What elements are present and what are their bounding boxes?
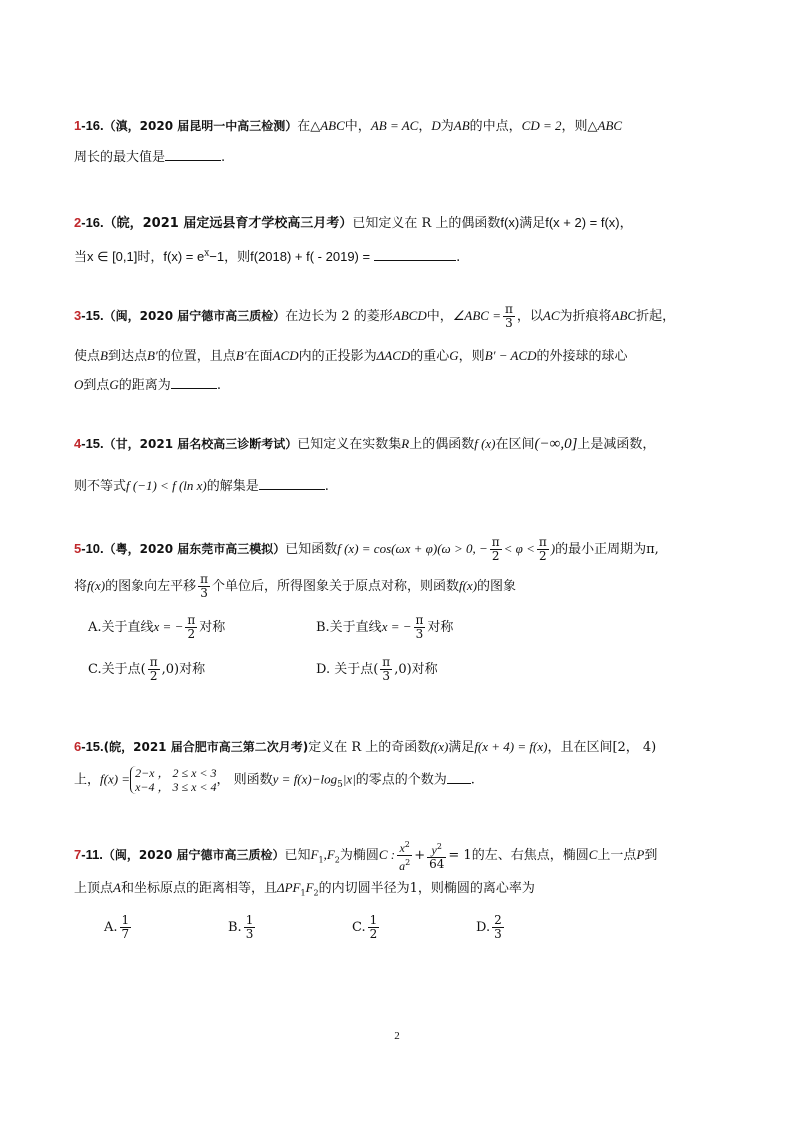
question-index: -15. (81, 739, 104, 754)
text: ， 则函数 (216, 772, 273, 788)
text: 满足 (448, 740, 475, 755)
question-source: （皖，2021 届定远县育才学校高三月考） (103, 216, 353, 231)
question-index: -15. (81, 436, 104, 451)
text: . (221, 150, 226, 165)
option-label: A. (104, 920, 118, 935)
answer-blank[interactable] (259, 488, 325, 490)
option-a[interactable] (104, 914, 133, 941)
text: 在区间 (495, 437, 535, 452)
text: 当 (74, 250, 88, 265)
math: 1 (300, 888, 306, 898)
math: , (323, 847, 327, 862)
denominator: 3 (382, 669, 391, 683)
math: ΔPF (276, 880, 301, 895)
denominator: 3 (494, 927, 502, 941)
question-number: 7 (74, 847, 82, 862)
question-3-line-2 (74, 345, 628, 364)
math: 2 (334, 855, 340, 865)
question-number: 6 (74, 739, 82, 754)
text: 折起， (636, 309, 676, 324)
text: 的最小正周期为π, (555, 542, 659, 557)
page-number: 2 (394, 1030, 400, 1042)
piecewise-cases (130, 766, 216, 794)
option-label: D. 关于点( (316, 662, 379, 677)
question-number: 4 (74, 436, 82, 451)
case: x−4 ， 3 ≤ x < 4 (135, 780, 217, 794)
text: 的图象向左平移 (105, 579, 197, 594)
option-label: C. (352, 920, 366, 935)
denominator: 3 (200, 586, 208, 600)
text: 到达点 (107, 349, 147, 364)
text: 上是减函数， (577, 437, 656, 452)
question-6-line-1 (74, 736, 656, 755)
text: 的图象 (477, 579, 517, 594)
text: 上的偶函数 (409, 437, 475, 452)
text: ，则 (224, 250, 251, 265)
text: 的左、右焦点，椭圆 (471, 848, 589, 863)
text: 在面 (246, 349, 273, 364)
math: R (401, 436, 410, 451)
text: 上， (74, 772, 101, 788)
text: ， (619, 216, 633, 231)
math: f (−1) < f (ln x) (126, 478, 207, 493)
math: f(x) = e (163, 249, 205, 264)
math: x (204, 248, 210, 259)
text: 中， (426, 309, 453, 324)
text: 已知函数 (285, 542, 338, 557)
triangle-symbol: △ (310, 119, 321, 134)
denominator: 64 (429, 857, 445, 871)
denominator: 2 (149, 669, 158, 683)
fraction: $\frac{x^2}{a^2}$ (399, 840, 411, 873)
fraction (380, 656, 392, 683)
denominator: 2 (187, 627, 196, 641)
math: f (x) (474, 436, 496, 451)
math: ACD (272, 348, 299, 363)
text: 使点 (74, 349, 101, 364)
question-number: 3 (74, 308, 82, 323)
math: ) (550, 541, 556, 556)
text: 已知 (284, 848, 311, 863)
question-2-line-2 (74, 246, 460, 265)
numerator: x (399, 841, 405, 855)
text: 为椭圆 (339, 848, 379, 863)
math: x = − (381, 619, 412, 634)
text: ， (418, 119, 432, 134)
math: f(x) (87, 578, 106, 593)
text: 上顶点 (74, 881, 114, 896)
question-1-line-2 (74, 146, 225, 165)
text: 内的正投影为 (298, 349, 377, 364)
question-source: （甘，2021 届名校高三诊断考试） (103, 437, 298, 451)
text: ，以 (516, 309, 543, 324)
text: ，则 (458, 349, 485, 364)
text: 为折痕将 (559, 309, 612, 324)
text: . (470, 772, 475, 788)
text: ,0)对称 (161, 662, 206, 677)
numerator: 1 (121, 913, 130, 927)
question-4-line-2 (74, 475, 329, 494)
math: AB = AC (370, 118, 419, 133)
math: + (414, 848, 426, 863)
math: 2 (313, 888, 319, 898)
math: ABC (320, 118, 345, 133)
numerator: y (431, 843, 437, 857)
question-source: （粤，2020 届东莞市高三模拟） (103, 542, 286, 556)
text: 到 (644, 848, 658, 863)
fraction (492, 914, 504, 941)
question-number: 1 (74, 118, 82, 133)
math: A (113, 880, 121, 895)
text: 为 (440, 119, 454, 134)
option-label: B. (228, 920, 242, 935)
question-source: （闽，2020 届宁德市高三质检） (102, 848, 285, 862)
denominator: 3 (415, 627, 424, 641)
denominator: 2 (539, 549, 547, 563)
math: f(x) = (100, 771, 131, 787)
fraction: $\frac{y^2}{64}$ (429, 842, 445, 871)
fraction (198, 573, 210, 600)
math: CD = 2 (521, 118, 562, 133)
question-index: -10. (81, 541, 104, 556)
answer-blank[interactable] (171, 387, 217, 389)
numerator: π (149, 655, 158, 669)
text: 已知定义在 R 上的偶函数 (352, 216, 501, 231)
denominator: 3 (505, 316, 513, 330)
option-d[interactable] (316, 656, 438, 683)
question-4-line-1 (74, 433, 655, 453)
numerator: π (382, 655, 391, 669)
question-2-line-1 (74, 212, 633, 231)
math: G (109, 377, 119, 392)
text: 在 (297, 119, 311, 134)
question-1-line-1 (74, 115, 622, 134)
math: y = f(x)−log (272, 771, 338, 787)
question-3-line-3 (74, 374, 221, 393)
text: 已知定义在实数集 (297, 437, 402, 452)
question-7-line-1 (74, 838, 657, 873)
text: 时， (137, 250, 164, 265)
question-index: -15. (81, 308, 104, 323)
triangle-symbol: △ (587, 119, 598, 134)
option-label: C.关于点( (88, 662, 146, 677)
text: 对称 (199, 620, 226, 635)
answer-blank[interactable] (447, 782, 471, 784)
math: f(x) (430, 739, 449, 754)
option-label: B.关于直线 (316, 620, 382, 635)
text: 则不等式 (74, 479, 127, 494)
fraction (414, 614, 426, 641)
question-5-line-1 (74, 536, 659, 563)
numerator: 1 (245, 913, 254, 927)
text: 到点 (83, 378, 110, 393)
text: ，则 (561, 119, 588, 134)
question-3-line-1 (74, 303, 675, 330)
math: 5 (337, 780, 343, 791)
math: ∠ABC = (452, 308, 501, 323)
numerator: π (415, 613, 424, 627)
question-source: （滇，2020 届昆明一中高三检测） (103, 119, 298, 133)
option-label: D. (476, 920, 491, 935)
text: 定义在 R 上的奇函数 (308, 740, 431, 755)
answer-blank[interactable] (374, 259, 456, 261)
text: ，且在区间[2， 4) (547, 740, 657, 755)
math: AB (453, 118, 470, 133)
fraction (120, 914, 132, 941)
denominator: 3 (245, 927, 254, 941)
question-5-line-2 (74, 573, 516, 600)
case: 2−x ， 2 ≤ x < 3 (135, 766, 217, 780)
denominator: 2 (491, 549, 500, 563)
question-7-line-2 (74, 877, 535, 898)
text: 满足 (519, 216, 546, 231)
option-a[interactable] (88, 614, 225, 641)
question-source: （闽，2020 届宁德市高三质检） (103, 309, 286, 323)
math: |x| (342, 771, 356, 787)
text: 的距离为 (118, 378, 171, 393)
text: 上一点 (597, 848, 637, 863)
math: f(x) (500, 215, 520, 230)
math: f (x) = cos(ωx + φ)(ω > 0, − (337, 541, 488, 556)
math: C : (378, 847, 396, 862)
option-label: A.关于直线 (88, 620, 154, 635)
math: ABC (597, 118, 623, 133)
option-d[interactable] (476, 914, 506, 941)
fraction (185, 614, 197, 641)
math: F (305, 880, 314, 895)
question-index: -16. (81, 118, 104, 133)
math: f(x) (458, 578, 478, 593)
option-b[interactable] (316, 614, 453, 641)
fraction (490, 536, 502, 563)
math: B′ (235, 348, 247, 363)
math: ΔACD (376, 348, 411, 363)
math: C (588, 847, 598, 862)
text: 的位置，且点 (157, 349, 236, 364)
math: ABCD (392, 308, 427, 323)
text: 个单位后，所得图象关于原点对称，则函数 (211, 579, 459, 594)
text: 的解集是 (206, 479, 259, 494)
math: f(x + 2) = f(x) (545, 215, 620, 230)
math: AC (542, 308, 560, 323)
question-number: 5 (74, 541, 82, 556)
math: x = − (153, 619, 184, 634)
denominator: a (399, 859, 406, 873)
fraction (503, 303, 515, 330)
math: B (100, 348, 108, 363)
math: f(x + 4) = f(x) (474, 739, 548, 754)
fraction (148, 656, 160, 683)
numerator: π (538, 535, 547, 549)
math: x ∈ [0,1] (87, 249, 138, 264)
text: 和坐标原点的距离相等，且 (120, 881, 277, 896)
math: < φ < (503, 541, 535, 556)
numerator: 1 (369, 913, 378, 927)
text: 的内切圆半径为1，则椭圆的离心率为 (318, 881, 535, 896)
numerator: π (200, 572, 208, 586)
text: . (216, 378, 221, 393)
numerator: π (504, 302, 513, 316)
fraction (537, 536, 549, 563)
math: F (326, 847, 335, 862)
math: f(2018) + f( - 2019) = (250, 249, 371, 264)
option-b[interactable] (228, 914, 257, 941)
text: 的重心 (410, 349, 450, 364)
denominator: 7 (121, 927, 130, 941)
math: P (636, 847, 645, 862)
math: D (431, 118, 441, 133)
math: −1 (209, 249, 225, 264)
answer-blank[interactable] (165, 159, 221, 161)
denominator: 2 (369, 927, 378, 941)
question-number: 2 (74, 215, 82, 230)
text: 对称 (427, 620, 454, 635)
question-source: (皖，2021 届合肥市高三第二次月考) (103, 740, 309, 754)
numerator: π (187, 613, 196, 627)
text: ,0)对称 (394, 662, 438, 677)
numerator: 2 (494, 913, 502, 927)
question-index: -16. (81, 215, 104, 230)
math: B′ (146, 348, 158, 363)
math: (−∞,0] (534, 436, 578, 452)
text: 在边长为 2 的菱形 (285, 309, 393, 324)
text: 将 (74, 579, 88, 594)
math: = 1 (448, 848, 472, 863)
text: 的中点， (469, 119, 522, 134)
math: G (449, 348, 459, 363)
math: ABC (611, 308, 637, 323)
question-index: -11. (81, 847, 103, 862)
math: B′ − ACD (484, 348, 537, 363)
text: . (324, 479, 329, 494)
math: F (310, 847, 319, 862)
text: 周长的最大值是 (74, 150, 166, 165)
text: 中， (344, 119, 371, 134)
text: . (456, 250, 461, 265)
math: O (74, 377, 84, 392)
question-6-line-2 (74, 766, 475, 794)
fraction (368, 914, 380, 941)
option-c[interactable] (88, 656, 205, 683)
text: 的零点的个数为 (355, 772, 447, 788)
math: 1 (318, 855, 324, 865)
numerator: π (491, 535, 500, 549)
fraction (244, 914, 256, 941)
option-c[interactable] (352, 914, 381, 941)
text: 的外接球的球心 (536, 349, 628, 364)
